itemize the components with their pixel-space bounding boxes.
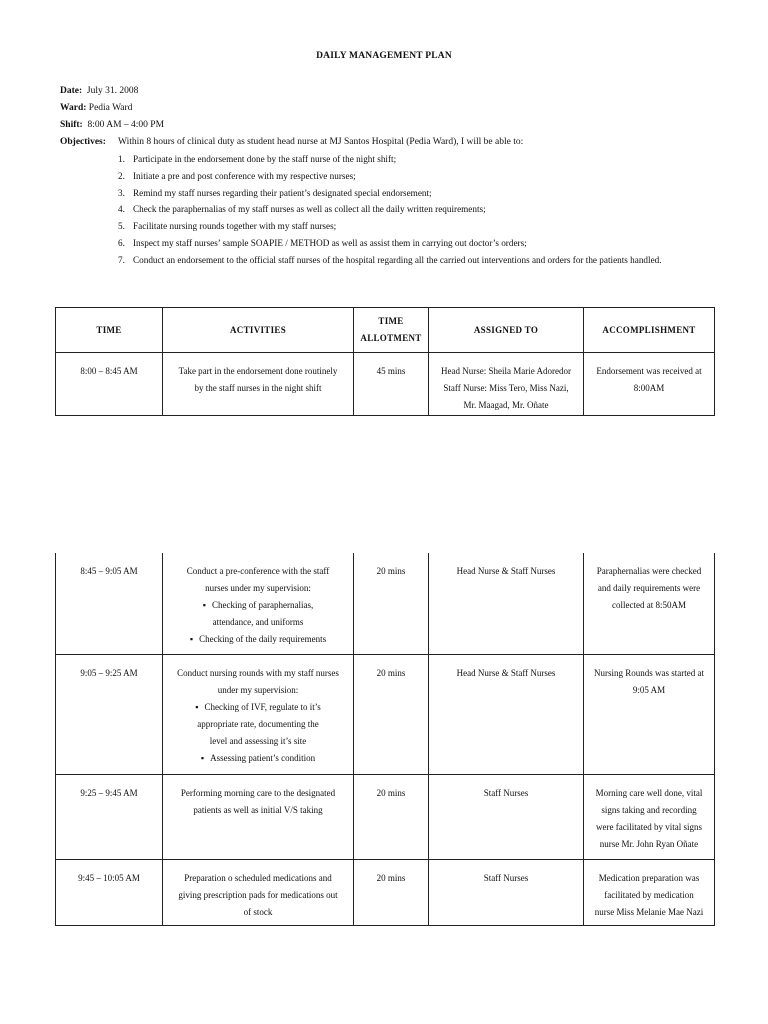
table-row (56, 859, 715, 925)
ward-label: Ward (60, 103, 84, 113)
table-row (56, 553, 715, 654)
row-allotment: 20 mins (354, 654, 429, 774)
row-time: 9:45 – 10:05 AM (56, 859, 163, 925)
row-time: 9:25 – 9:45 AM (56, 774, 163, 859)
row-activities: Conduct a pre-conference with the staff nurses under my supervision: ▪ Checking of paraphernalias, attendance, and uniforms ▪ Checking of the daily requirements (163, 553, 354, 654)
objective-item: 1. Participate in the endorsement done by the staff nurse of the night shift; (118, 154, 397, 164)
row-activities: Conduct nursing rounds with my staff nurses under my supervision: ▪ Checking of IVF, regulate to it’s appropriate rate, documenting the level and assessing it’s site ▪ Assessing patient’s condition (163, 654, 354, 774)
schedule-table-top (55, 307, 715, 416)
page-title: DAILY MANAGEMENT PLAN (316, 51, 452, 61)
ward-value: Pedia Ward (88, 103, 133, 113)
header-time-allotment: TIME ALLOTMENT (354, 308, 429, 353)
row-assigned: Head Nurse & Staff Nurses (429, 553, 584, 654)
date-line: Date: July 31. 2008 (60, 86, 139, 96)
row-accomplishment: Medication preparation was facilitated by medication nurse Miss Melanie Mae Nazi (584, 859, 715, 925)
row-assigned: Head Nurse: Sheila Marie Adoredor Staff Nurse: Miss Tero, Miss Nazi, Mr. Maagad, Mr. Oñate (429, 353, 584, 416)
row-time: 9:05 – 9:25 AM (56, 654, 163, 774)
header-accomplishment: ACCOMPLISHMENT (584, 308, 715, 353)
row-assigned: Head Nurse & Staff Nurses (429, 654, 584, 774)
row-activities: Take part in the endorsement done routinely by the staff nurses in the night shift (163, 353, 354, 416)
row-allotment: 45 mins (354, 353, 429, 416)
table-row (56, 654, 715, 774)
shift-value: 8:00 AM – 4:00 PM (87, 120, 165, 130)
bullet-icon: ▪ (200, 752, 205, 763)
row-accomplishment: Morning care well done, vital signs taking and recording were facilitated by vital signs nurse Mr. John Ryan Oñate (584, 774, 715, 859)
header-assigned-to: ASSIGNED TO (429, 308, 584, 353)
date-label: Date (60, 86, 79, 96)
ward-line: Ward: Pedia Ward (60, 103, 133, 113)
objectives-intro: Within 8 hours of clinical duty as student head nurse at MJ Santos Hospital (Pedia Ward), I will be able to: (118, 137, 524, 147)
objective-item: 7. Conduct an endorsement to the official staff nurses of the hospital regarding all the carried out interventions and orders for the patients handled. (118, 254, 662, 265)
objectives-line: Objectives: Within 8 hours of clinical duty as student head nurse at MJ Santos Hospital (Pedia Ward), I will be able to: (60, 137, 524, 147)
row-assigned: Staff Nurses (429, 859, 584, 925)
objective-item: 2. Initiate a pre and post conference with my respective nurses; (118, 170, 356, 181)
row-allotment: 20 mins (354, 859, 429, 925)
objectives-label: Objectives (60, 137, 103, 147)
bullet-icon: ▪ (195, 701, 199, 712)
row-allotment: 20 mins (354, 774, 429, 859)
objectives-list (118, 153, 662, 271)
row-accomplishment: Nursing Rounds was started at 9:05 AM (584, 654, 715, 774)
row-allotment: 20 mins (354, 553, 429, 654)
header-activities: ACTIVITIES (163, 308, 354, 353)
shift-label: Shift (60, 120, 80, 130)
row-activities: Performing morning care to the designated patients as well as initial V/S taking (163, 774, 354, 859)
objective-item: 5. Facilitate nursing rounds together with my staff nurses; (118, 221, 337, 232)
shift-line: Shift: 8:00 AM – 4:00 PM (60, 120, 165, 130)
objective-item: 6. Inspect my staff nurses’ sample SOAPIE / METHOD as well as assist them in carrying out doctor’s orders; (118, 237, 527, 248)
row-activities: Preparation o scheduled medications and giving prescription pads for medications out of stock (163, 859, 354, 925)
row-accomplishment: Endorsement was received at 8:00AM (584, 353, 715, 416)
date-value: July 31. 2008 (86, 86, 139, 96)
table-row (56, 774, 715, 859)
table-header-row (56, 308, 715, 353)
row-time: 8:45 – 9:05 AM (56, 553, 163, 654)
row-time: 8:00 – 8:45 AM (56, 353, 163, 416)
bullet-icon: ▪ (189, 634, 194, 644)
bullet-icon: ▪ (202, 600, 206, 610)
row-accomplishment: Paraphernalias were checked and daily requirements were collected at 8:50AM (584, 553, 715, 654)
objective-item: 3. Remind my staff nurses regarding their patient’s designated special endorsement; (118, 187, 432, 198)
objective-item: 4. Check the paraphernalias of my staff nurses as well as collect all the daily written requirements; (118, 204, 486, 215)
schedule-table-bottom (55, 553, 715, 926)
header-time: TIME (56, 308, 163, 353)
table-row (56, 353, 715, 416)
row-assigned: Staff Nurses (429, 774, 584, 859)
